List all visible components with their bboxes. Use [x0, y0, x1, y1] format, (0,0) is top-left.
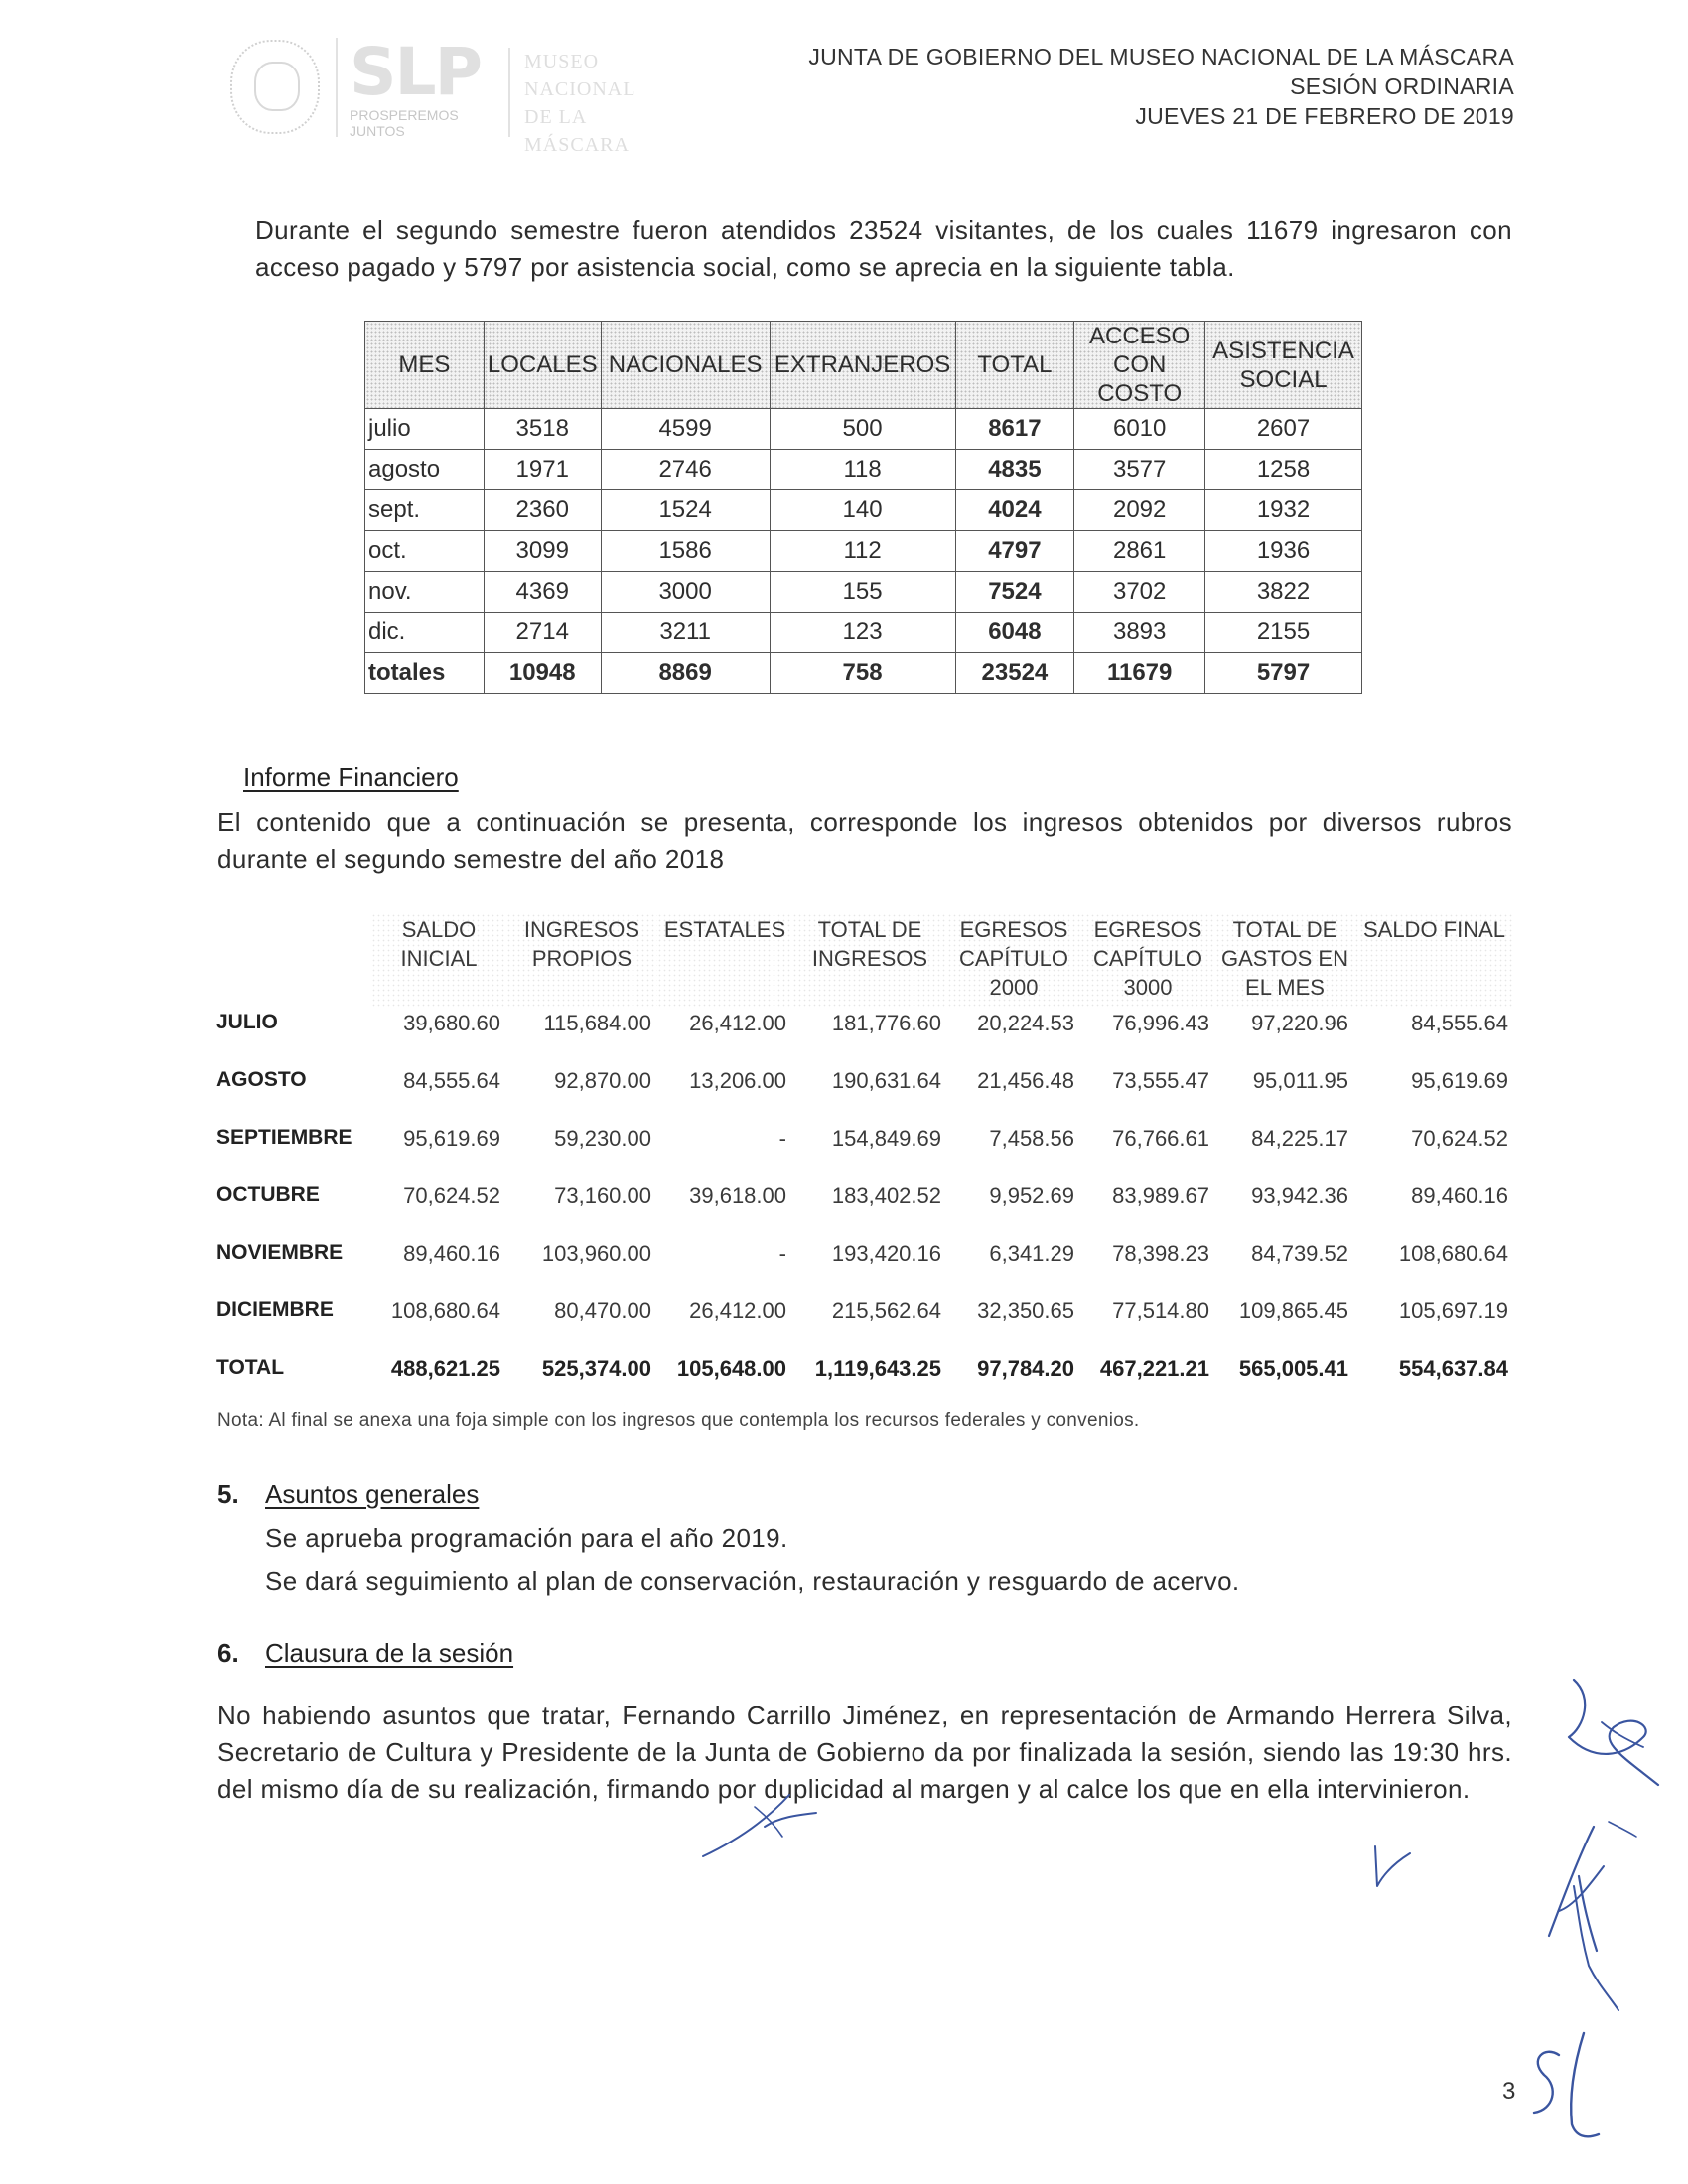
cell-acceso-con-costo: 11679 — [1074, 653, 1205, 694]
cell-mes: julio — [365, 409, 485, 450]
table-row — [212, 1295, 1514, 1352]
cell-total-ingresos: 215,562.64 — [831, 1298, 941, 1323]
cell-nacionales: 3211 — [601, 613, 770, 653]
table-row — [212, 1179, 1514, 1237]
cell-month: NOVIEMBRE — [216, 1241, 344, 1264]
signature-center-icon — [695, 1787, 824, 1866]
cell-acceso-con-costo: 3577 — [1074, 450, 1205, 490]
cell-month: JULIO — [216, 1011, 278, 1033]
cell-acceso-con-costo: 3893 — [1074, 613, 1205, 653]
col-header-acceso-con-costo: ACCESO CON COSTO — [1074, 322, 1205, 409]
cell-month: DICIEMBRE — [216, 1298, 334, 1321]
cell-saldo-inicial: 70,624.52 — [403, 1183, 500, 1208]
cell-estatales: 105,648.00 — [676, 1356, 786, 1381]
cell-total: 8617 — [955, 409, 1074, 450]
cell-nacionales: 8869 — [601, 653, 770, 694]
cell-total-ingresos: 1,119,643.25 — [814, 1356, 941, 1381]
cell-total-gastos: 109,865.45 — [1238, 1298, 1348, 1323]
cell-asistencia-social: 2155 — [1205, 613, 1362, 653]
cell-month: TOTAL — [216, 1356, 285, 1379]
cell-nacionales: 2746 — [601, 450, 770, 490]
cell-total: 4024 — [955, 490, 1074, 531]
cell-asistencia-social: 1932 — [1205, 490, 1362, 531]
cell-asistencia-social: 2607 — [1205, 409, 1362, 450]
cell-extranjeros: 500 — [770, 409, 955, 450]
cell-egresos-2000: 9,952.69 — [989, 1183, 1074, 1208]
cell-acceso-con-costo: 3702 — [1074, 572, 1205, 613]
cell-mes: dic. — [365, 613, 485, 653]
cell-estatales: 13,206.00 — [689, 1068, 786, 1093]
cell-extranjeros: 118 — [770, 450, 955, 490]
document-header — [808, 42, 1514, 131]
closing-paragraph: No habiendo asuntos que tratar, Fernando Carrillo Jiménez, en representación de Armando Herrera Silva, Secretario de Cultura y Presidente de la Junta de Gobierno da por finalizada la sesión, siendo las 19:30 hrs. del mismo día de su realización, firmando por duplicidad al margen y al calce los que en ella intervinieron. — [217, 1701, 1512, 1804]
cell-egresos-3000: 76,996.43 — [1112, 1011, 1209, 1035]
coat-of-arms-icon — [230, 40, 320, 134]
cell-total-gastos: 84,225.17 — [1251, 1126, 1348, 1151]
cell-nacionales: 1524 — [601, 490, 770, 531]
table-row — [365, 450, 1362, 490]
cell-nacionales: 1586 — [601, 531, 770, 572]
col-header-mes: MES — [365, 322, 485, 409]
cell-saldo-inicial: 84,555.64 — [403, 1068, 500, 1093]
cell-ingresos-propios: 73,160.00 — [554, 1183, 651, 1208]
signature-margin-top-icon — [1554, 1668, 1673, 1797]
cell-total-ingresos: 193,420.16 — [831, 1241, 941, 1266]
cell-locales: 2360 — [484, 490, 601, 531]
cell-ingresos-propios: 80,470.00 — [554, 1298, 651, 1323]
cell-estatales: 26,412.00 — [689, 1011, 786, 1035]
cell-locales: 3518 — [484, 409, 601, 450]
col-header-egresos-2000: EGRESOS CAPÍTULO 2000 — [947, 913, 1080, 1007]
cell-saldo-final: 105,697.19 — [1398, 1298, 1508, 1323]
cell-estatales: 26,412.00 — [689, 1298, 786, 1323]
col-header-asistencia-social: ASISTENCIA SOCIAL — [1205, 322, 1362, 409]
cell-total: 4797 — [955, 531, 1074, 572]
cell-ingresos-propios: 115,684.00 — [543, 1011, 651, 1035]
cell-saldo-final: 70,624.52 — [1411, 1126, 1508, 1151]
cell-total: 7524 — [955, 572, 1074, 613]
cell-asistencia-social: 5797 — [1205, 653, 1362, 694]
cell-mes: oct. — [365, 531, 485, 572]
cell-nacionales: 4599 — [601, 409, 770, 450]
cell-mes: sept. — [365, 490, 485, 531]
signature-margin-bottom-icon — [1514, 2025, 1633, 2144]
section-5-item: Se dará seguimiento al plan de conservación, restauración y resguardo de acervo. — [265, 1567, 1240, 1596]
cell-egresos-2000: 6,341.29 — [989, 1241, 1074, 1266]
cell-total-gastos: 93,942.36 — [1251, 1183, 1348, 1208]
header-logos — [218, 34, 695, 156]
signature-margin-middle-icon — [1519, 1817, 1638, 2015]
cell-extranjeros: 112 — [770, 531, 955, 572]
cell-egresos-2000: 20,224.53 — [977, 1011, 1074, 1035]
cell-acceso-con-costo: 2861 — [1074, 531, 1205, 572]
cell-extranjeros: 758 — [770, 653, 955, 694]
intro-paragraph: Durante el segundo semestre fueron atendidos 23524 visitantes, de los cuales 11679 ingresaron con acceso pagado y 5797 por asistencia social, como se aprecia en la siguiente tabla. — [255, 215, 1512, 282]
section-6-title: Clausura de la sesión — [265, 1638, 514, 1668]
col-header-total: TOTAL — [955, 322, 1074, 409]
header-line-2: SESIÓN ORDINARIA — [1290, 73, 1514, 99]
cell-saldo-inicial: 488,621.25 — [390, 1356, 500, 1381]
cell-extranjeros: 140 — [770, 490, 955, 531]
table-row — [212, 1122, 1514, 1179]
header-line-3: JUEVES 21 DE FEBRERO DE 2019 — [1135, 103, 1514, 129]
cell-total: 23524 — [955, 653, 1074, 694]
financial-note: Nota: Al final se anexa una foja simple con los ingresos que contempla los recursos federales y convenios. — [217, 1410, 1140, 1431]
cell-total-ingresos: 190,631.64 — [831, 1068, 941, 1093]
cell-saldo-final: 84,555.64 — [1411, 1011, 1508, 1035]
table-row — [365, 531, 1362, 572]
cell-locales: 10948 — [484, 653, 601, 694]
cell-nacionales: 3000 — [601, 572, 770, 613]
cell-ingresos-propios: 92,870.00 — [554, 1068, 651, 1093]
table-row — [365, 572, 1362, 613]
cell-month: SEPTIEMBRE — [216, 1126, 352, 1149]
cell-egresos-2000: 97,784.20 — [977, 1356, 1074, 1381]
financial-table — [212, 913, 1514, 1410]
table-row — [365, 613, 1362, 653]
informe-paragraph: El contenido que a continuación se presenta, corresponde los ingresos obtenidos por diversos rubros durante el segundo semestre del año 2018 — [217, 807, 1512, 874]
slp-logo-tagline: PROSPEREMOS JUNTOS — [350, 107, 459, 139]
section-5-number: 5. — [217, 1479, 239, 1509]
section-5-title: Asuntos generales — [265, 1479, 480, 1509]
cell-acceso-con-costo: 2092 — [1074, 490, 1205, 531]
col-header-egresos-3000: EGRESOS CAPÍTULO 3000 — [1080, 913, 1215, 1007]
museo-logo — [508, 48, 677, 156]
cell-egresos-3000: 76,766.61 — [1112, 1126, 1209, 1151]
cell-egresos-3000: 77,514.80 — [1112, 1298, 1209, 1323]
cell-saldo-final: 108,680.64 — [1398, 1241, 1508, 1266]
col-header-extranjeros: EXTRANJEROS — [770, 322, 955, 409]
cell-total-ingresos: 181,776.60 — [831, 1011, 941, 1035]
slp-logo-letters: SLP — [350, 34, 481, 110]
cell-saldo-final: 554,637.84 — [1398, 1356, 1508, 1381]
visitors-header-row — [365, 322, 1362, 409]
cell-egresos-3000: 78,398.23 — [1112, 1241, 1209, 1266]
page-number: 3 — [1502, 2078, 1516, 2105]
cell-egresos-2000: 21,456.48 — [977, 1068, 1074, 1093]
cell-asistencia-social: 3822 — [1205, 572, 1362, 613]
cell-ingresos-propios: 103,960.00 — [541, 1241, 651, 1266]
cell-month: OCTUBRE — [216, 1183, 320, 1206]
cell-egresos-3000: 83,989.67 — [1112, 1183, 1209, 1208]
cell-mes: nov. — [365, 572, 485, 613]
cell-egresos-3000: 467,221.21 — [1099, 1356, 1209, 1381]
table-row — [212, 1007, 1514, 1064]
cell-total: 4835 — [955, 450, 1074, 490]
cell-asistencia-social: 1258 — [1205, 450, 1362, 490]
cell-mes: totales — [365, 653, 485, 694]
slp-logo — [336, 34, 481, 139]
col-header-total-gastos: TOTAL DE GASTOS EN EL MES — [1215, 913, 1354, 1007]
cell-egresos-2000: 7,458.56 — [989, 1126, 1074, 1151]
col-header-nacionales: NACIONALES — [601, 322, 770, 409]
cell-extranjeros: 123 — [770, 613, 955, 653]
museo-logo-line2: DE LA MÁSCARA — [524, 106, 630, 156]
cell-total-ingresos: 183,402.52 — [831, 1183, 941, 1208]
table-row — [365, 490, 1362, 531]
cell-locales: 3099 — [484, 531, 601, 572]
col-header-locales: LOCALES — [484, 322, 601, 409]
table-row — [212, 1237, 1514, 1295]
col-header-saldo-final: SALDO FINAL — [1354, 913, 1514, 1007]
col-header-total-ingresos: TOTAL DE INGRESOS — [792, 913, 947, 1007]
col-header-ingresos-propios: INGRESOS PROPIOS — [506, 913, 657, 1007]
cell-estatales: - — [778, 1241, 786, 1266]
col-header-month — [212, 913, 371, 1007]
cell-locales: 2714 — [484, 613, 601, 653]
cell-egresos-2000: 32,350.65 — [977, 1298, 1074, 1323]
cell-total-gastos: 84,739.52 — [1251, 1241, 1348, 1266]
financial-header-row — [212, 913, 1514, 1007]
cell-asistencia-social: 1936 — [1205, 531, 1362, 572]
cell-egresos-3000: 73,555.47 — [1112, 1068, 1209, 1093]
table-row — [365, 409, 1362, 450]
section-5-item: Se aprueba programación para el año 2019. — [265, 1523, 788, 1553]
col-header-saldo-inicial: SALDO INICIAL — [371, 913, 506, 1007]
cell-locales: 4369 — [484, 572, 601, 613]
cell-saldo-inicial: 39,680.60 — [403, 1011, 500, 1035]
cell-saldo-inicial: 108,680.64 — [390, 1298, 500, 1323]
informe-financiero-title: Informe Financiero — [243, 762, 459, 792]
cell-saldo-final: 95,619.69 — [1411, 1068, 1508, 1093]
cell-month: AGOSTO — [216, 1068, 307, 1091]
cell-extranjeros: 155 — [770, 572, 955, 613]
table-row — [212, 1064, 1514, 1122]
cell-mes: agosto — [365, 450, 485, 490]
cell-total-gastos: 95,011.95 — [1252, 1068, 1348, 1093]
header-line-1: JUNTA DE GOBIERNO DEL MUSEO NACIONAL DE LA MÁSCARA — [808, 44, 1514, 69]
cell-saldo-inicial: 95,619.69 — [403, 1126, 500, 1151]
cell-total: 6048 — [955, 613, 1074, 653]
financial-total-row — [212, 1352, 1514, 1410]
cell-ingresos-propios: 59,230.00 — [554, 1126, 651, 1151]
cell-total-gastos: 565,005.41 — [1238, 1356, 1348, 1381]
cell-saldo-final: 89,460.16 — [1411, 1183, 1508, 1208]
cell-ingresos-propios: 525,374.00 — [541, 1356, 651, 1381]
cell-locales: 1971 — [484, 450, 601, 490]
col-header-estatales: ESTATALES — [657, 913, 792, 1007]
cell-saldo-inicial: 89,460.16 — [403, 1241, 500, 1266]
visitors-table — [364, 321, 1362, 694]
cell-estatales: 39,618.00 — [689, 1183, 786, 1208]
cell-total-ingresos: 154,849.69 — [831, 1126, 941, 1151]
section-6-number: 6. — [217, 1638, 239, 1668]
totals-row — [365, 653, 1362, 694]
cell-estatales: - — [778, 1126, 786, 1151]
museo-logo-line1: MUSEO NACIONAL — [524, 51, 636, 100]
cell-total-gastos: 97,220.96 — [1251, 1011, 1348, 1035]
signature-initial-icon — [1365, 1842, 1415, 1901]
cell-acceso-con-costo: 6010 — [1074, 409, 1205, 450]
